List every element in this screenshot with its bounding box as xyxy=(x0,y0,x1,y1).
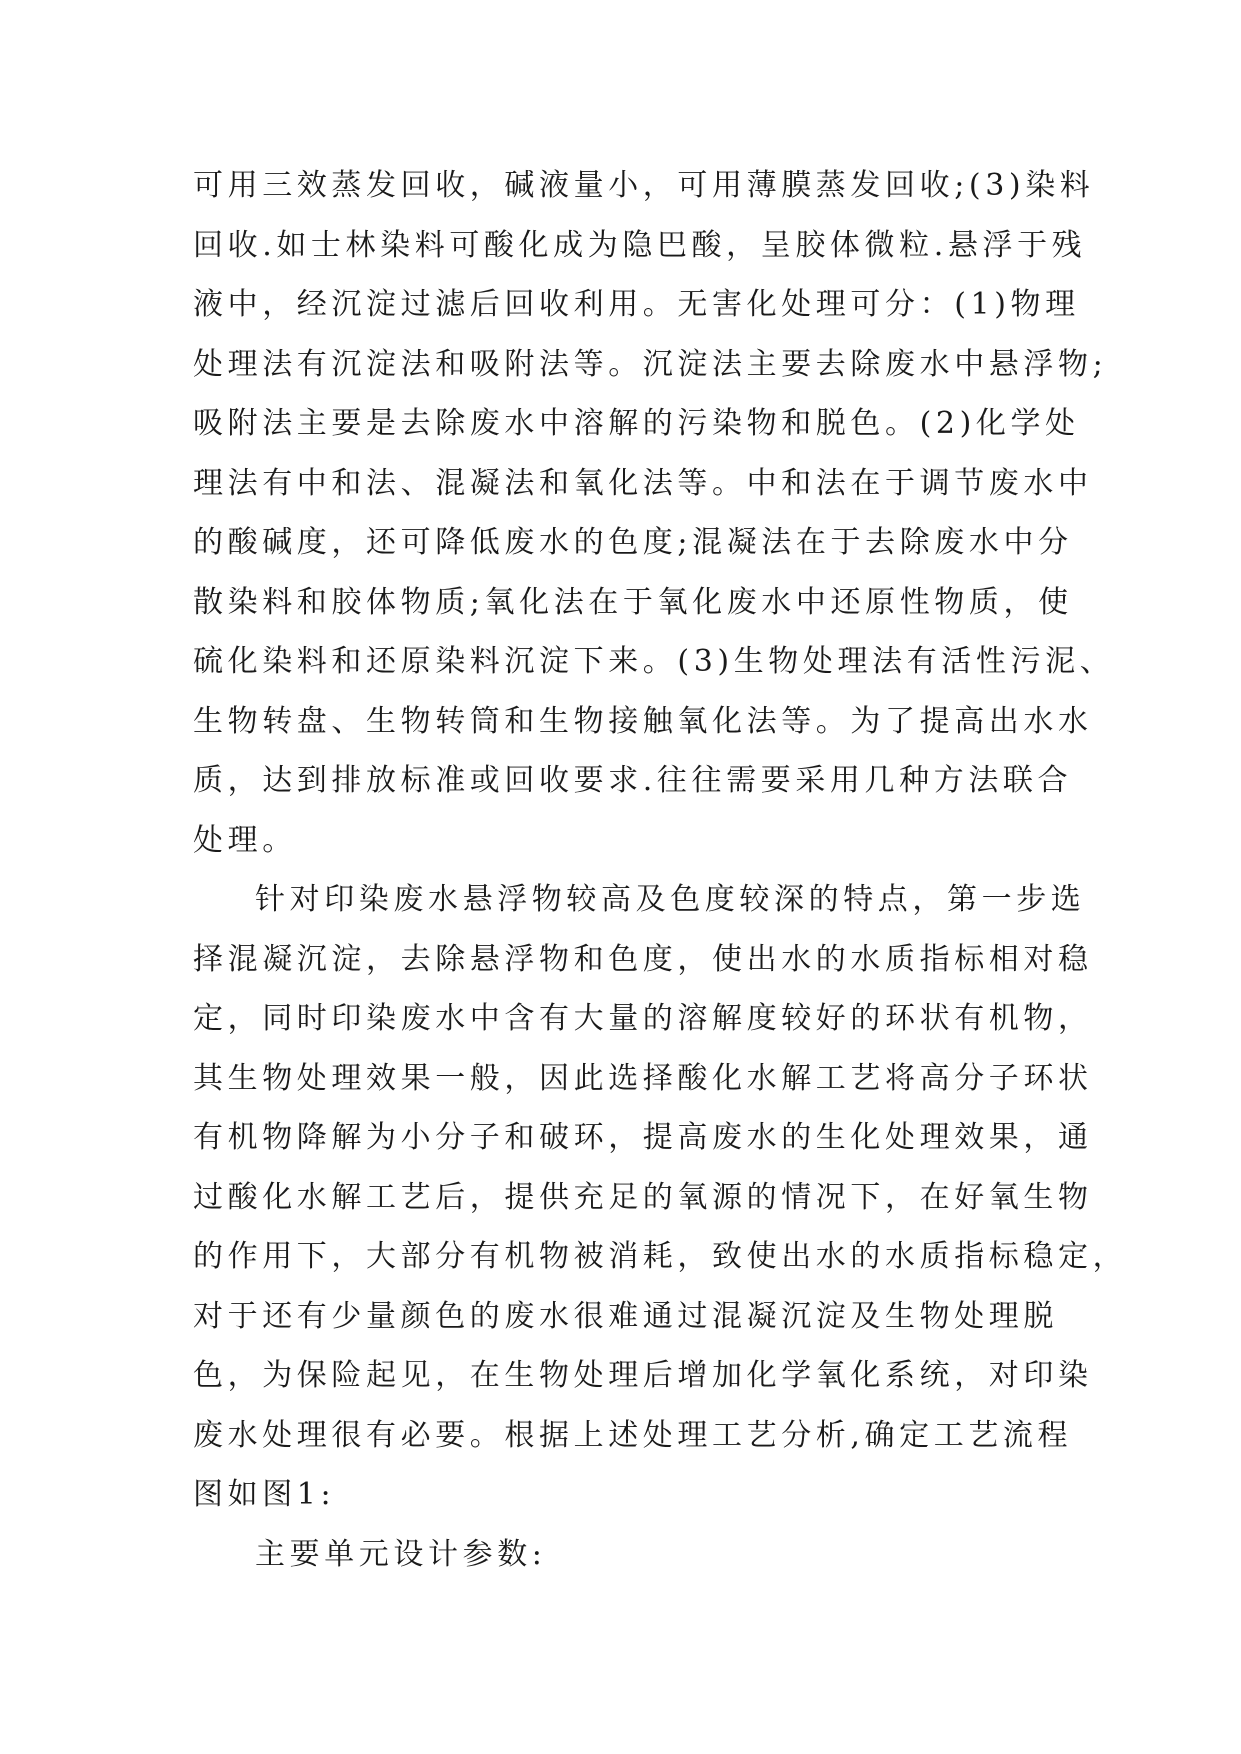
paragraph-line: 择混凝沉淀，去除悬浮物和色度，使出水的水质指标相对稳 xyxy=(193,941,1093,977)
paragraph-3 xyxy=(193,1525,1053,1585)
paragraph-line: 生物转盘、生物转筒和生物接触氧化法等。为了提高出水水 xyxy=(193,703,1093,739)
paragraph-line: 吸附法主要是去除废水中溶解的污染物和脱色。(2)化学处 xyxy=(193,406,1080,441)
paragraph-line: 回收.如士林染料可酸化成为隐巴酸，呈胶体微粒.悬浮于残 xyxy=(193,227,1087,263)
paragraph-1 xyxy=(193,156,1115,870)
paragraph-line: 液中，经沉淀过滤后回收利用。无害化处理可分：(1)物理 xyxy=(193,287,1080,322)
paragraph-line: 的作用下，大部分有机物被消耗，致使出水的水质指标稳定， xyxy=(193,1239,1128,1274)
paragraph-line: 过酸化水解工艺后，提供充足的氧源的情况下，在好氧生物 xyxy=(193,1179,1093,1215)
paragraph-line: 对于还有少量颜色的废水很难通过混凝沉淀及生物处理脱 xyxy=(193,1298,1058,1334)
paragraph-line: 处理。 xyxy=(193,822,297,858)
paragraph-line: 可用三效蒸发回收，碱液量小，可用薄膜蒸发回收;(3)染料 xyxy=(193,168,1095,203)
paragraph-line: 理法有中和法、混凝法和氧化法等。中和法在于调节废水中 xyxy=(193,465,1093,501)
paragraph-line: 的酸碱度，还可降低废水的色度;混凝法在于去除废水中分 xyxy=(193,525,1073,560)
paragraph-line: 废水处理很有必要。根据上述处理工艺分析,确定工艺流程 xyxy=(193,1417,1073,1453)
paragraph-line: 硫化染料和还原染料沉淀下来。(3)生物处理法有活性污泥、 xyxy=(193,644,1115,679)
paragraph-line: 质，达到排放标准或回收要求.往往需要采用几种方法联合 xyxy=(193,763,1073,798)
paragraph-line: 定，同时印染废水中含有大量的溶解度较好的环状有机物， xyxy=(193,1001,1093,1036)
paragraph-2 xyxy=(193,870,1128,1525)
document-body xyxy=(193,156,1128,1584)
paragraph-line: 处理法有沉淀法和吸附法等。沉淀法主要去除废水中悬浮物; xyxy=(193,346,1108,382)
paragraph-first-line: 针对印染废水悬浮物较高及色度较深的特点，第一步选 xyxy=(255,882,1086,917)
paragraph-line: 色，为保险起见，在生物处理后增加化学氧化系统，对印染 xyxy=(193,1358,1093,1393)
paragraph-first-line: 主要单元设计参数: xyxy=(255,1536,547,1572)
paragraph-line: 散染料和胶体物质;氧化法在于氧化废水中还原性物质，使 xyxy=(193,584,1073,620)
paragraph-line: 图如图1: xyxy=(193,1477,336,1512)
paragraph-line: 有机物降解为小分子和破环，提高废水的生化处理效果，通 xyxy=(193,1120,1093,1155)
paragraph-line: 其生物处理效果一般，因此选择酸化水解工艺将高分子环状 xyxy=(193,1060,1093,1096)
